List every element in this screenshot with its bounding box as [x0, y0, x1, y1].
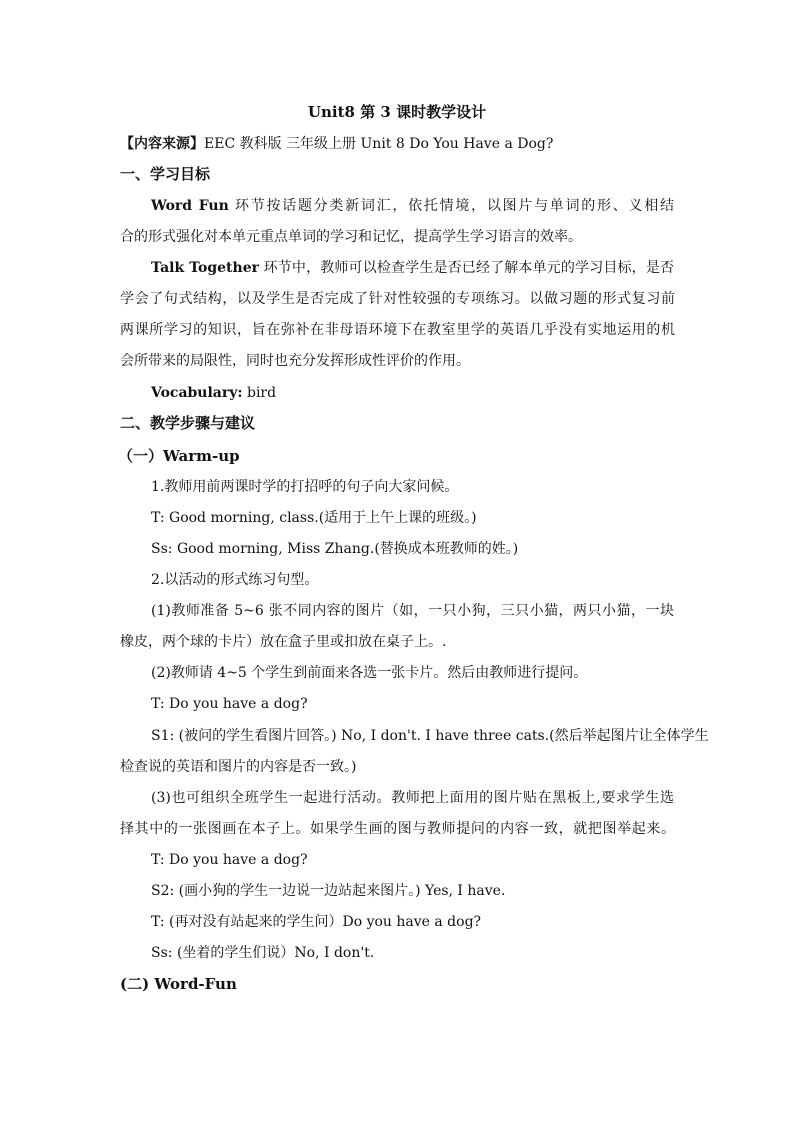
- step-line: Ss: (坐着的学生们说）No, I don't.: [151, 945, 375, 961]
- paragraph-talk-together-line2: 学会了句式结构，以及学生是否完成了针对性较强的专项练习。以做习题的形式复习前: [120, 291, 675, 307]
- page-title: Unit8 第 3 课时教学设计: [307, 103, 487, 121]
- step-line: T: (再对没有站起来的学生问）Do you have a dog?: [151, 914, 482, 930]
- step-line: T: Do you have a dog?: [151, 852, 308, 868]
- word-fun-term: Word Fun: [151, 198, 229, 214]
- paragraph-talk-together-line3: 两课所学习的知识，旨在弥补在非母语环境下在教室里学的英语几乎没有实地运用的机: [120, 322, 675, 338]
- step-line: (2)教师请 4~5 个学生到前面来各选一张卡片。然后由教师进行提问。: [151, 665, 588, 681]
- step-line: T: Do you have a dog?: [151, 696, 308, 712]
- step-line: 检查说的英语和图片的内容是否一致。): [120, 759, 357, 775]
- paragraph-talk-together-line1: [151, 258, 674, 278]
- vocabulary-label: Vocabulary:: [151, 385, 243, 401]
- step-line: (1)教师准备 5~6 张不同内容的图片（如，一只小狗，三只小猫，两只小猫，一块: [151, 603, 674, 619]
- step-line: T: Good morning, class.(适用于上午上课的班级。): [151, 510, 477, 526]
- paragraph-text: 环节中，教师可以检查学生是否已经了解本单元的学习目标，是否: [258, 260, 674, 276]
- paragraph-text: 环节按话题分类新词汇，依托情境，以图片与单词的形、义相结: [228, 198, 675, 214]
- subsection-heading-warmup: （一）Warm-up: [118, 447, 240, 465]
- paragraph-word-fun-line1: [151, 196, 674, 216]
- step-line: 1.教师用前两课时学的打招呼的句子向大家问候。: [151, 479, 459, 495]
- step-line: 橡皮，两个球的卡片）放在盒子里或扣放在桌子上。.: [120, 634, 447, 650]
- step-line: S1: (被问的学生看图片回答。) No, I don't. I have three cats.(然后举起图片让全体学生: [151, 728, 709, 744]
- vocabulary-line: [151, 383, 276, 403]
- step-line: (3)也可组织全班学生一起进行活动。教师把上面用的图片贴在黑板上,要求学生选: [151, 790, 674, 806]
- step-line: 2.以活动的形式练习句型。: [151, 572, 319, 588]
- paragraph-word-fun-line2: 合的形式强化对本单元重点单词的学习和记忆，提高学生学习语言的效率。: [120, 229, 582, 245]
- content-source-line: [120, 134, 553, 154]
- step-line: Ss: Good morning, Miss Zhang.(替换成本班教师的姓。): [151, 541, 519, 557]
- step-line: 择其中的一张图画在本子上。如果学生画的图与教师提问的内容一致，就把图举起来。: [120, 821, 675, 837]
- step-line: S2: (画小狗的学生一边说一边站起来图片。) Yes, I have.: [151, 883, 506, 899]
- talk-together-term: Talk Together: [151, 260, 259, 276]
- content-source-text: EEC 教科版 三年级上册 Unit 8 Do You Have a Dog?: [204, 136, 554, 152]
- content-source-label: 【内容来源】: [120, 136, 204, 152]
- vocabulary-value: bird: [242, 385, 277, 401]
- section-heading-steps: 二、教学步骤与建议: [120, 414, 256, 432]
- paragraph-talk-together-line4: 会所带来的局限性，同时也充分发挥形成性评价的作用。: [120, 353, 470, 369]
- section-heading-goals: 一、学习目标: [120, 165, 211, 183]
- subsection-heading-word-fun: (二) Word-Fun: [120, 975, 237, 993]
